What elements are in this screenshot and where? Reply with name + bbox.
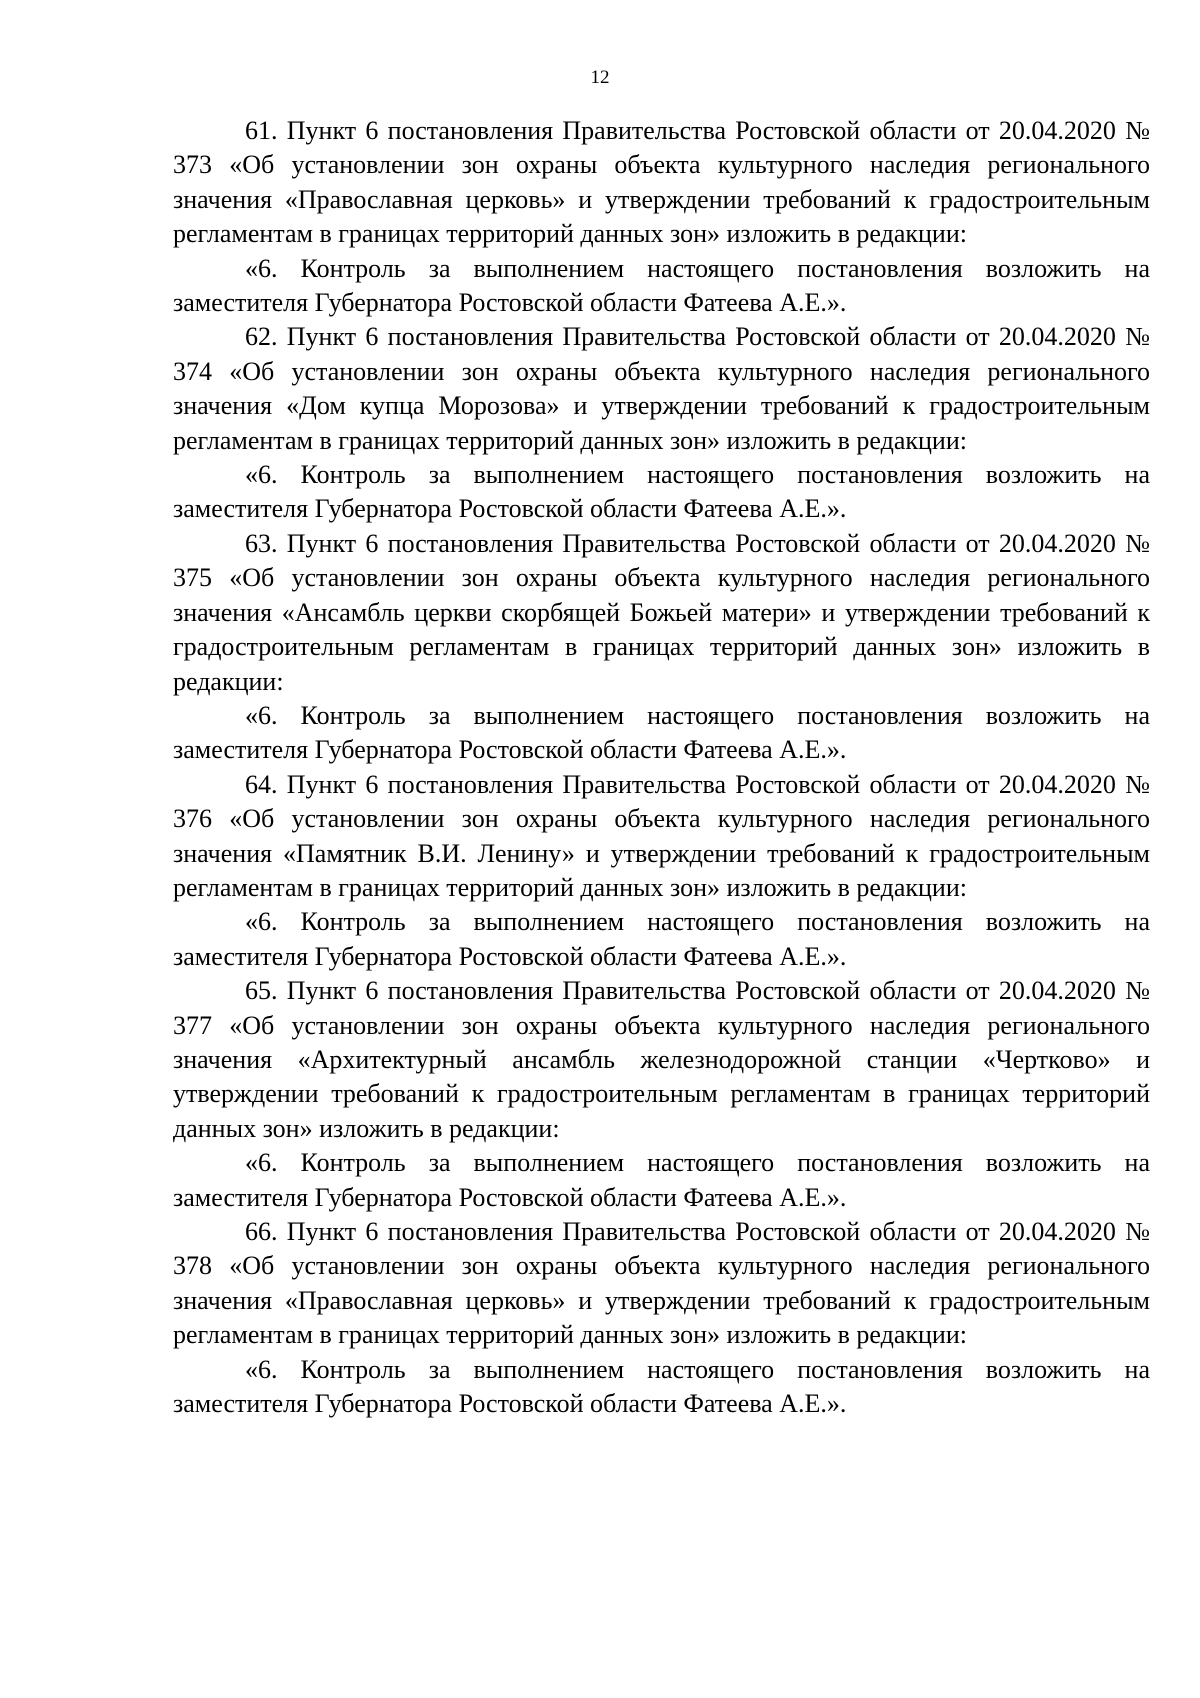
paragraph-new-wording-63: «6. Контроль за выполнением настоящего постановления возложить на заместителя Губернатора Ростовской области Фатеева А.Е.». bbox=[173, 700, 1150, 765]
paragraph-item-64: 64. Пункт 6 постановления Правительства Ростовской области от 20.04.2020 № 376 «Об установлении зон охраны объекта культурного наследия регионального значения «Памятник В.И. Ленину» и утверждении требований к градостроительным регламентам в границах территорий данных зон» изложить в редакции: bbox=[173, 769, 1150, 902]
paragraph-new-wording-65: «6. Контроль за выполнением настоящего постановления возложить на заместителя Губернатора Ростовской области Фатеева А.Е.». bbox=[173, 1148, 1150, 1212]
paragraph-item-66: 66. Пункт 6 постановления Правительства Ростовской области от 20.04.2020 № 378 «Об установлении зон охраны объекта культурного наследия регионального значения «Православная церковь» и утверждении требований к градостроительным регламентам в границах территорий данных зон» изложить в редакции: bbox=[173, 1217, 1150, 1350]
page-number: 12 bbox=[590, 67, 610, 88]
paragraph-new-wording-61: «6. Контроль за выполнением настоящего постановления возложить на заместителя Губернатора Ростовской области Фатеева А.Е.». bbox=[173, 253, 1150, 318]
paragraph-item-65: 65. Пункт 6 постановления Правительства Ростовской области от 20.04.2020 № 377 «Об установлении зон охраны объекта культурного наследия регионального значения «Архитектурный ансамбль железнодорожной станции «Чертково» и утверждении требований к градостроительным регламентам в границах территорий данных зон» изложить в редакции: bbox=[173, 976, 1150, 1143]
paragraph-item-62: 62. Пункт 6 постановления Правительства Ростовской области от 20.04.2020 № 374 «Об установлении зон охраны объекта культурного наследия регионального значения «Дом купца Морозова» и утверждении требований к градостроительным регламентам в границах территорий данных зон» изложить в редакции: bbox=[173, 322, 1150, 455]
paragraph-item-61: 61. Пункт 6 постановления Правительства Ростовской области от 20.04.2020 № 373 «Об установлении зон охраны объекта культурного наследия регионального значения «Православная церковь» и утверждении требований к градостроительным регламентам в границах территорий данных зон» изложить в редакции: bbox=[173, 116, 1150, 249]
paragraph-new-wording-66: «6. Контроль за выполнением настоящего постановления возложить на заместителя Губернатора Ростовской области Фатеева А.Е.». bbox=[173, 1354, 1150, 1419]
paragraph-new-wording-64: «6. Контроль за выполнением настоящего постановления возложить на заместителя Губернатора Ростовской области Фатеева А.Е.». bbox=[173, 907, 1150, 971]
document-body bbox=[173, 114, 1150, 1421]
paragraph-item-63: 63. Пункт 6 постановления Правительства Ростовской области от 20.04.2020 № 375 «Об установлении зон охраны объекта культурного наследия регионального значения «Ансамбль церкви скорбящей Божьей матери» и утверждении требований к градостроительным регламентам в границах территорий данных зон» изложить в редакции: bbox=[173, 528, 1150, 696]
paragraph-new-wording-62: «6. Контроль за выполнением настоящего постановления возложить на заместителя Губернатора Ростовской области Фатеева А.Е.». bbox=[173, 460, 1150, 524]
